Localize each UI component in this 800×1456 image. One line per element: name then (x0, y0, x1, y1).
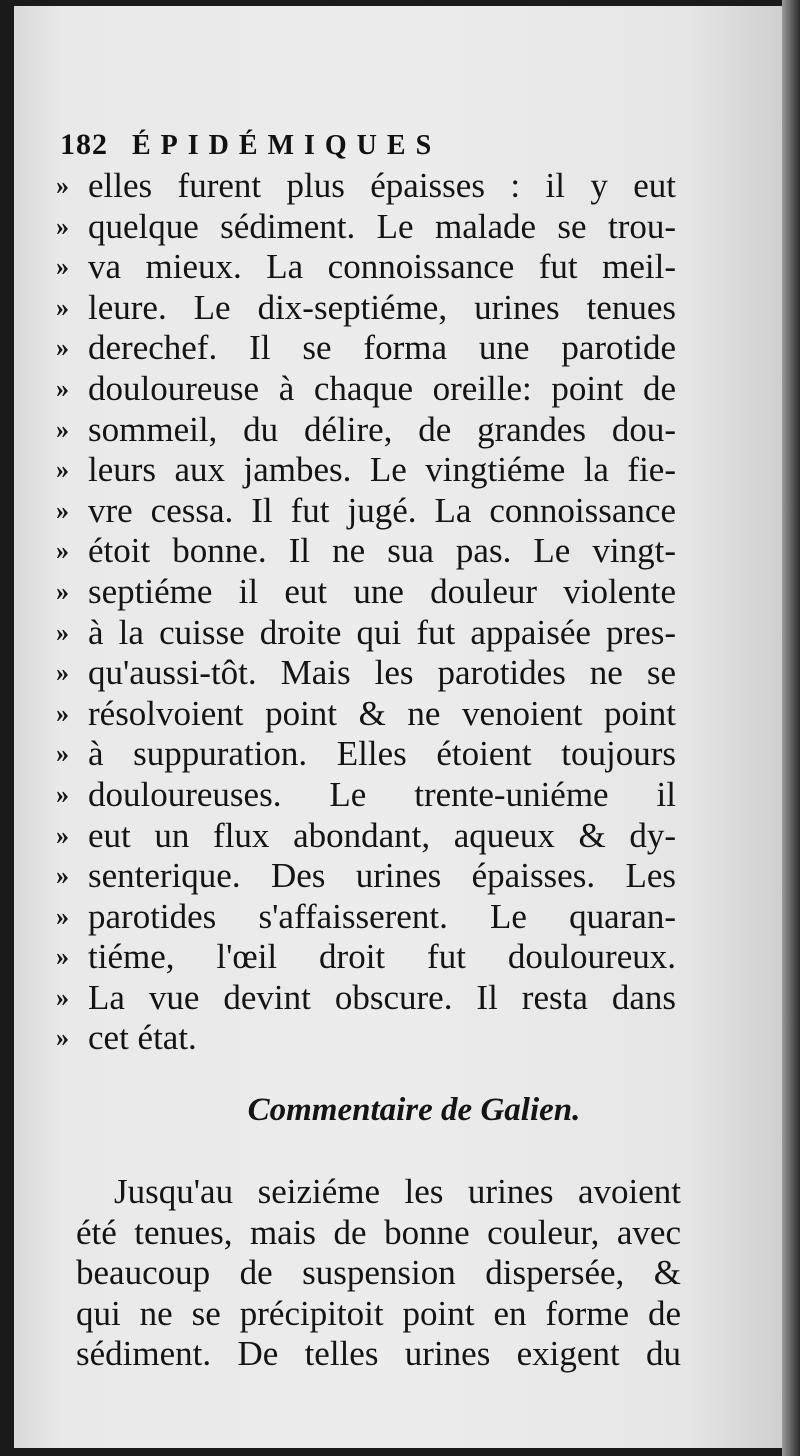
quoted-line-text: derechef. Il se forma une parotide (88, 328, 676, 368)
book-page (14, 6, 782, 1448)
quoted-line-text: à suppuration. Elles étoient toujours (88, 734, 676, 774)
quoted-line-text: va mieux. La connoissance fut meil- (88, 247, 676, 287)
quote-mark: » (56, 779, 69, 809)
quote-mark: » (56, 495, 69, 525)
quoted-line (56, 816, 676, 857)
quoted-line-text: septiéme il eut une douleur violente (88, 571, 676, 611)
quoted-line-text: eut un flux abondant, aqueux & dy- (88, 815, 676, 855)
quote-mark: » (56, 901, 69, 931)
quote-mark: » (56, 942, 69, 972)
quoted-line (56, 450, 676, 491)
quoted-line-text: La vue devint obscure. Il resta dans (88, 977, 676, 1017)
quoted-line (56, 775, 676, 816)
quoted-line (56, 410, 676, 451)
commentary-passage (76, 1172, 681, 1375)
quoted-line-text: leurs aux jambes. Le vingtiéme la fie- (88, 450, 676, 490)
quoted-line (56, 734, 676, 775)
quoted-line (56, 978, 676, 1019)
quoted-line-text: à la cuisse droite qui fut appaisée pres- (88, 612, 676, 652)
quoted-line (56, 613, 676, 654)
quoted-line (56, 856, 676, 897)
commentary-line: sédiment. De telles urines exigent du (76, 1334, 681, 1374)
commentary-line: qui ne se précipitoit point en forme de (76, 1293, 681, 1333)
quoted-line (56, 328, 676, 369)
quoted-line-text: sommeil, du délire, de grandes dou- (88, 409, 676, 449)
quote-mark: » (56, 982, 69, 1012)
page-number: 182 (60, 128, 108, 161)
quoted-line (56, 247, 676, 288)
quoted-line (56, 653, 676, 694)
quoted-line (56, 369, 676, 410)
quote-mark: » (56, 171, 69, 200)
quoted-line-text: douloureuse à chaque oreille: point de (88, 368, 676, 408)
quote-mark: » (56, 252, 69, 282)
section-title: Commentaire de Galien. (247, 1092, 581, 1128)
quoted-line-text: leure. Le dix-septiéme, urines tenues (88, 287, 676, 327)
quoted-line (56, 207, 676, 248)
quoted-line-text: résolvoient point & ne venoient point (88, 693, 676, 733)
quote-mark: » (56, 698, 69, 728)
quoted-line (56, 897, 676, 938)
quote-mark: » (56, 373, 69, 403)
running-title: ÉPIDÉMIQUES (132, 130, 442, 161)
quoted-line-text: senterique. Des urines épaisses. Les (88, 856, 676, 896)
quoted-line-text: tiéme, l'œil droit fut douloureux. (88, 937, 676, 977)
quote-mark: » (56, 617, 69, 647)
quote-mark: » (56, 820, 69, 850)
quoted-line-text: étoit bonne. Il ne sua pas. Le vingt- (88, 531, 676, 571)
quoted-line-text: vre cessa. Il fut jugé. La connoissance (88, 490, 676, 530)
quoted-line (56, 572, 676, 613)
quote-mark: » (56, 576, 69, 606)
quoted-line-text: parotides s'affaisserent. Le quaran- (88, 896, 676, 936)
quote-mark: » (56, 211, 69, 241)
quoted-passage (56, 166, 676, 1059)
quote-mark: » (56, 333, 69, 363)
commentary-line: Jusqu'au seiziéme les urines avoient (114, 1172, 681, 1211)
commentary-line: été tenues, mais de bonne couleur, avec (76, 1212, 681, 1252)
quoted-line (56, 531, 676, 572)
quote-mark: » (56, 1023, 69, 1053)
quoted-line-text: cet état. (88, 1018, 197, 1058)
commentary-line: beaucoup de suspension dispersée, & (76, 1253, 681, 1293)
quoted-line-text: quelque sédiment. Le malade se trou- (88, 206, 676, 246)
quoted-line (56, 166, 676, 207)
quoted-line (56, 937, 676, 978)
quote-mark: » (56, 861, 69, 891)
quoted-line (56, 694, 676, 735)
page-header (60, 128, 441, 168)
quoted-line (56, 491, 676, 532)
quote-mark: » (56, 455, 69, 485)
quoted-line (56, 1018, 676, 1059)
quote-mark: » (56, 658, 69, 688)
book-gutter-edge (782, 0, 800, 1456)
quote-mark: » (56, 292, 69, 322)
quoted-line-text: elles furent plus épaisses : il y eut (88, 166, 676, 205)
quote-mark: » (56, 536, 69, 566)
quoted-line (56, 288, 676, 329)
quote-mark: » (56, 739, 69, 769)
quote-mark: » (56, 414, 69, 444)
quoted-line-text: douloureuses. Le trente-uniéme il (88, 774, 676, 814)
quoted-line-text: qu'aussi-tôt. Mais les parotides ne se (88, 653, 676, 693)
